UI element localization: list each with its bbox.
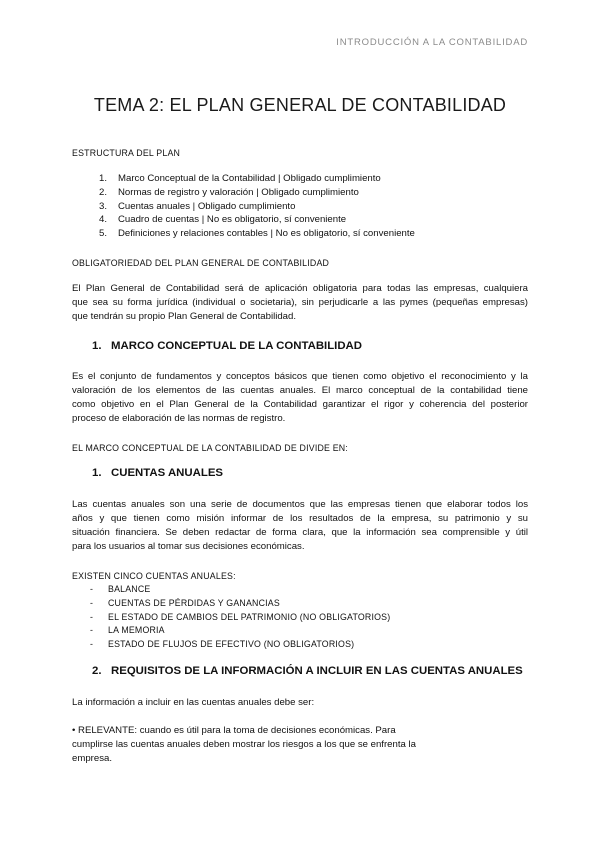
list-item: - EL ESTADO DE CAMBIOS DEL PATRIMONIO (NO OBLIGATORIOS) xyxy=(90,611,391,622)
paragraph-line: El Plan General de Contabilidad será de aplicación obligatoria para todas las empresas, cualquiera xyxy=(72,283,528,294)
page-title: TEMA 2: EL PLAN GENERAL DE CONTABILIDAD xyxy=(93,95,507,115)
paragraph-line: que tendrán su propio Plan General de Contabilidad. xyxy=(72,311,297,322)
paragraph-line: Las cuentas anuales son una serie de documentos que las empresas tienen que elaborar todos los xyxy=(72,499,528,510)
section-heading-marco: 1. MARCO CONCEPTUAL DE LA CONTABILIDAD xyxy=(92,340,363,352)
paragraph-line: situación financiera. Se deben redactar de forma clara, que la información sea comprensible y útil xyxy=(72,527,528,538)
paragraph-line: empresa. xyxy=(72,753,112,764)
obligatoriedad-heading: OBLIGATORIEDAD DEL PLAN GENERAL DE CONTABILIDAD xyxy=(72,258,330,268)
list-item: - LA MEMORIA xyxy=(90,625,165,636)
section-heading-cuentas: 1. CUENTAS ANUALES xyxy=(92,467,224,479)
obligatoriedad-paragraph xyxy=(72,282,528,324)
list-item: - BALANCE xyxy=(90,584,151,594)
paragraph-line: • RELEVANTE: cuando es útil para la toma de decisiones económicas. Para xyxy=(72,725,396,736)
running-header: INTRODUCCIÓN A LA CONTABILIDAD xyxy=(336,37,528,48)
requisitos-intro: La información a incluir en las cuentas anuales debe ser: xyxy=(72,697,315,708)
list-item: 5. Definiciones y relaciones contables | No es obligatorio, sí conveniente xyxy=(99,228,415,240)
list-item: - ESTADO DE FLUJOS DE EFECTIVO (NO OBLIGATORIOS) xyxy=(90,639,355,650)
paragraph-line: como objetivo en el Plan General de la Contabilidad garantizar el rigor y coherencia del posterior xyxy=(72,399,528,410)
list-item: - CUENTAS DE PÉRDIDAS Y GANANCIAS xyxy=(90,597,280,608)
list-item: 1. Marco Conceptual de la Contabilidad | Obligado cumplimiento xyxy=(99,173,381,184)
relevante-paragraph xyxy=(72,724,452,766)
paragraph-line: para los usuarios al tomar sus decisiones económicas. xyxy=(72,541,305,552)
paragraph-line: años y que tienen como misión informar de los resultados de la empresa, su patrimonio y su xyxy=(72,513,528,524)
cuentas-paragraph xyxy=(72,498,528,554)
cinco-list xyxy=(72,582,528,651)
section-heading-requisitos: 2. REQUISITOS DE LA INFORMACIÓN A INCLUIR EN LAS CUENTAS ANUALES xyxy=(92,665,523,677)
marco-paragraph xyxy=(72,370,528,426)
estructura-heading: ESTRUCTURA DEL PLAN xyxy=(72,148,181,158)
paragraph-line: valoración de los elementos de las cuentas anuales. El marco conceptual de la contabilidad tiene xyxy=(72,385,528,396)
paragraph-line: Es el conjunto de fundamentos y conceptos básicos que tienen como objetivo el reconocimiento y la xyxy=(72,371,528,382)
list-item: 4. Cuadro de cuentas | No es obligatorio, sí conveniente xyxy=(99,214,347,226)
estructura-list xyxy=(72,172,528,241)
paragraph-line: cumplirse las cuentas anuales deben mostrar los riesgos a los que se enfrenta la xyxy=(72,739,416,750)
list-item: 2. Normas de registro y valoración | Obligado cumplimiento xyxy=(99,186,359,198)
paragraph-line: que sea su forma jurídica (individual o societaria), sin perjudicarle a las pymes (pequeñas empresas) xyxy=(72,297,528,308)
cinco-heading: EXISTEN CINCO CUENTAS ANUALES: xyxy=(72,571,236,581)
paragraph-line: proceso de elaboración de las normas de registro. xyxy=(72,413,286,424)
marco-divide-text: EL MARCO CONCEPTUAL DE LA CONTABILIDAD DE DIVIDE EN: xyxy=(72,443,348,453)
list-item: 3. Cuentas anuales | Obligado cumplimiento xyxy=(99,200,296,212)
